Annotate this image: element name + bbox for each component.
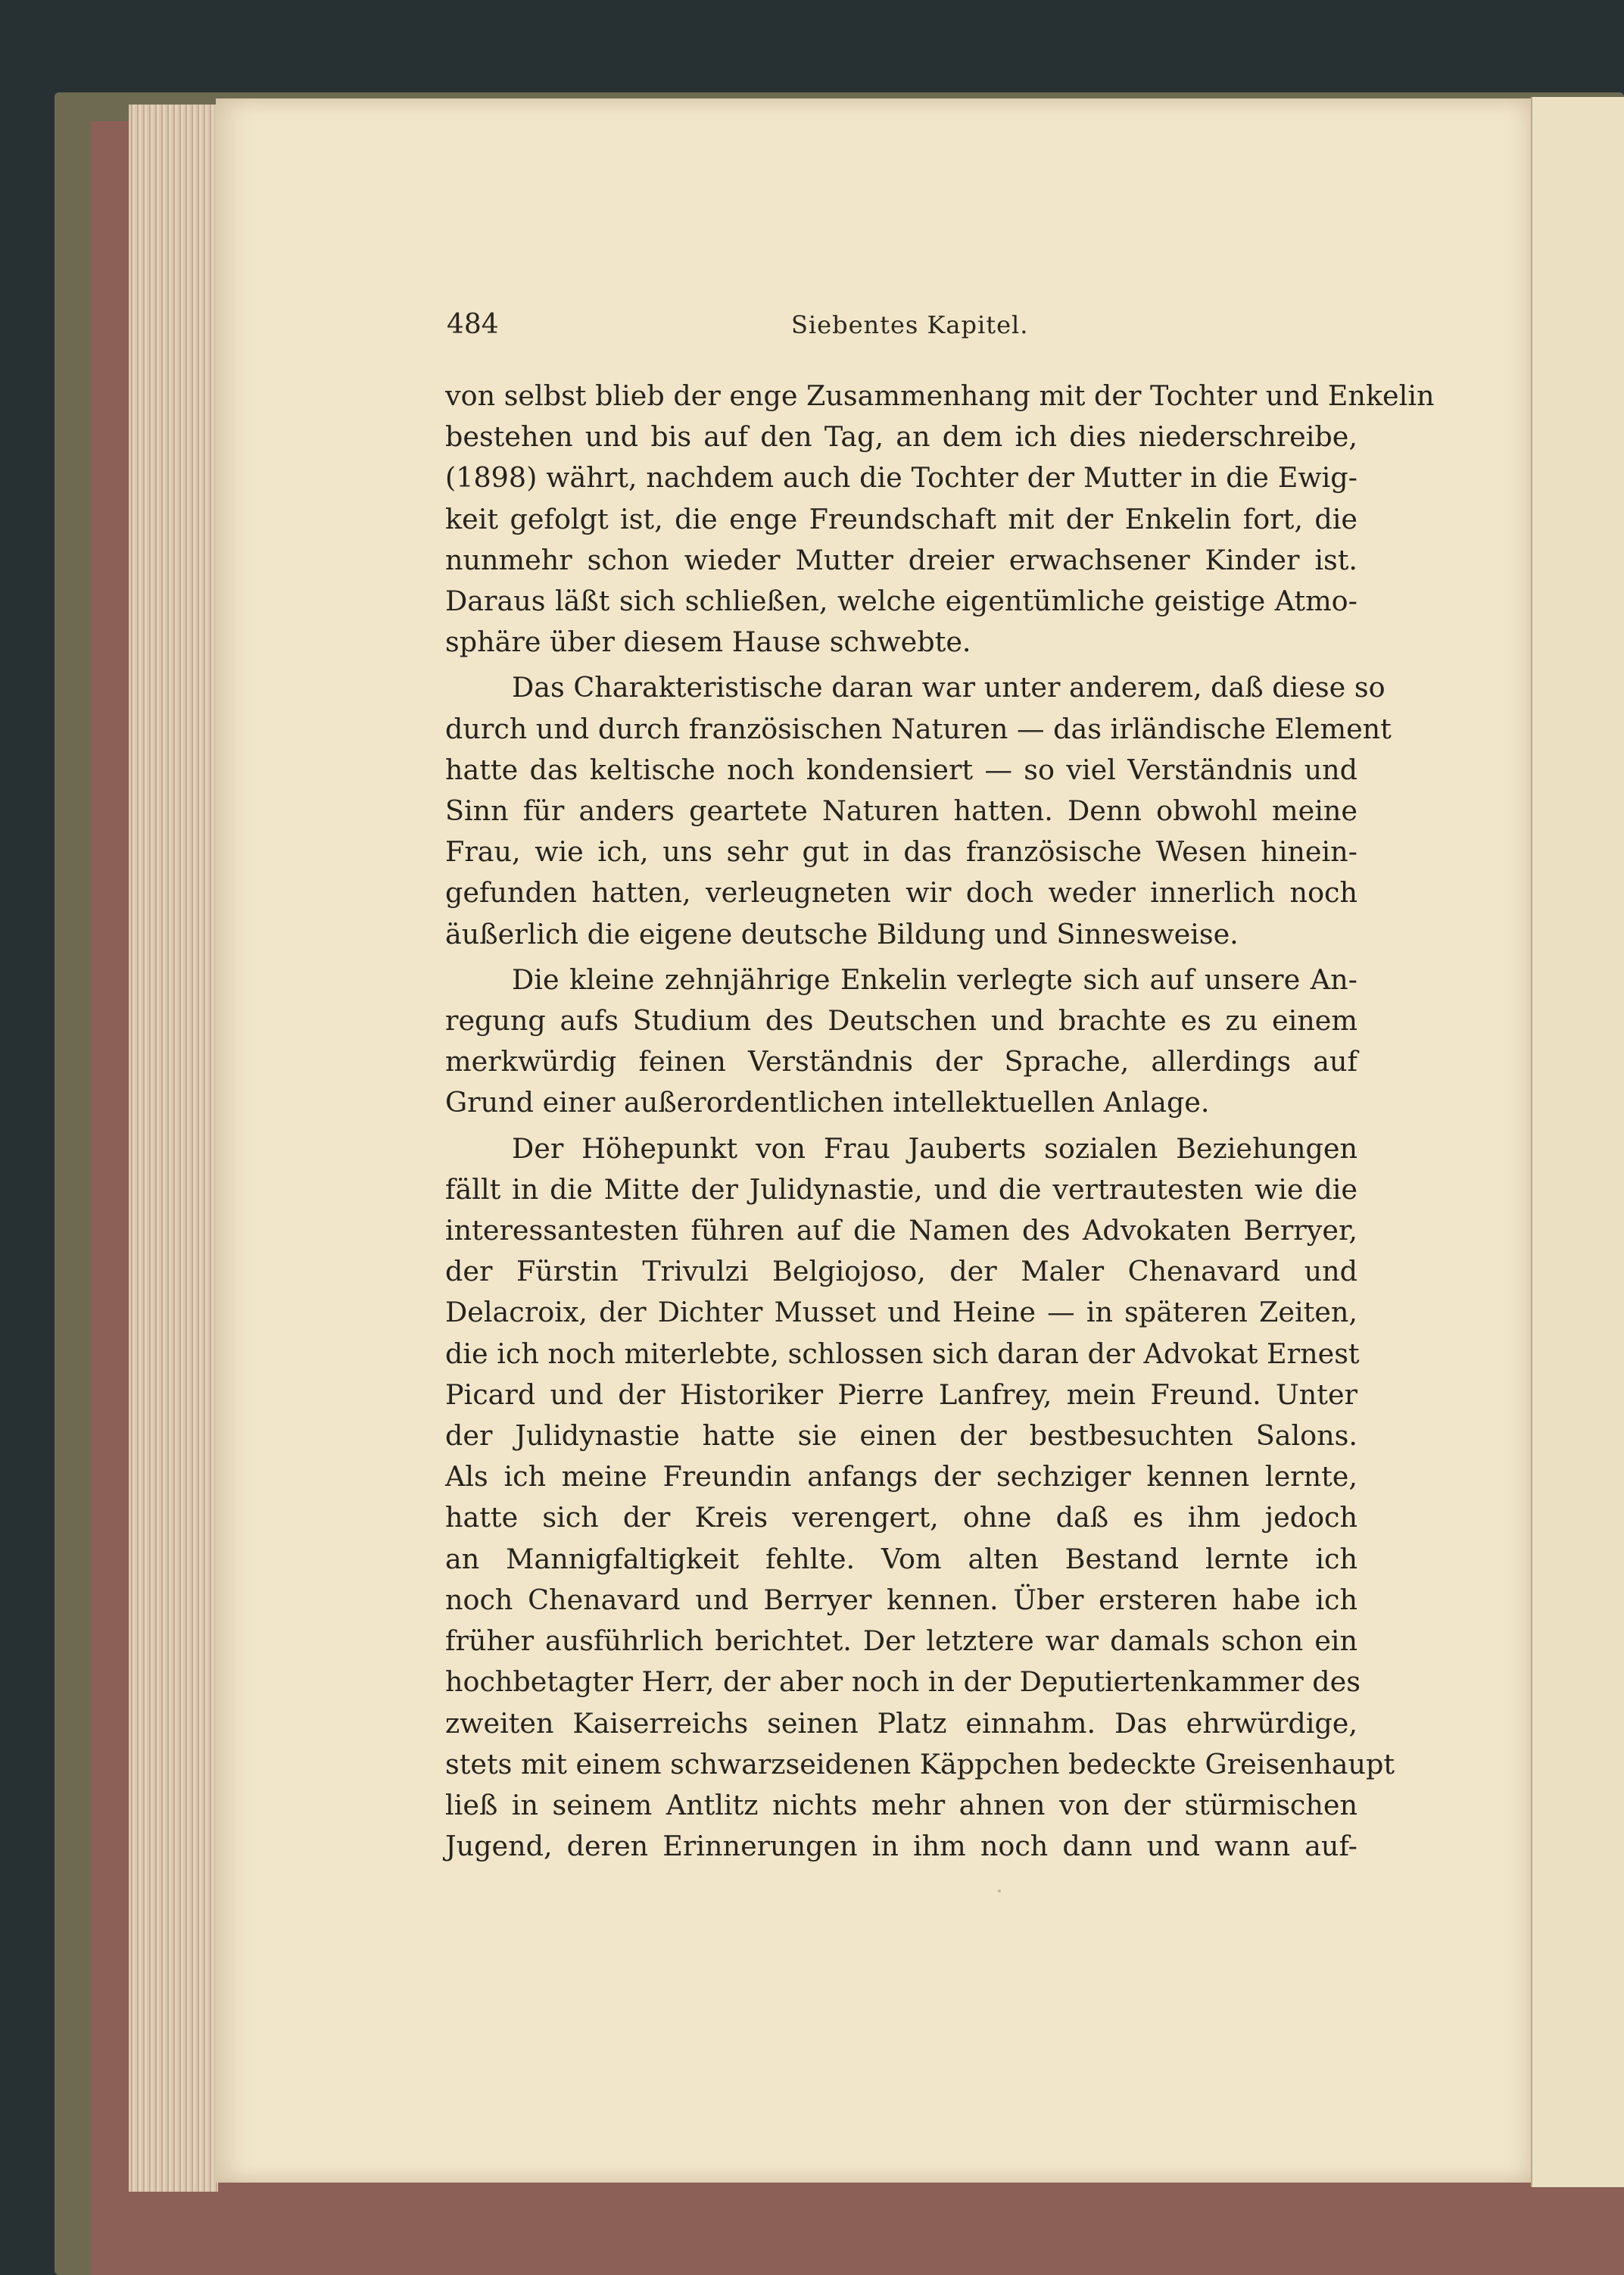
text-line: stets mit einem schwarzseidenen Käppchen bedeckte Greisenhaupt <box>445 1747 1395 1780</box>
text-line: Als ich meine Freundin anfangs der sechziger kennen lernte, <box>445 1460 1357 1493</box>
text-line: von selbst blieb der enge Zusammenhang mit der Tochter und Enkelin <box>445 379 1435 412</box>
text-line: der Julidynastie hatte sie einen der bestbesuchten Salons. <box>445 1419 1357 1453</box>
text-line: an Mannigfaltigkeit fehlte. Vom alten Bestand lernte ich <box>445 1542 1357 1575</box>
text-line: merkwürdig feinen Verständnis der Sprache, allerdings auf <box>445 1045 1357 1078</box>
text-line: (1898) währt, nachdem auch die Tochter der Mutter in die Ewig- <box>445 461 1357 495</box>
text-line: bestehen und bis auf den Tag, an dem ich dies niederschreibe, <box>445 420 1357 454</box>
running-title: Siebentes Kapitel. <box>791 311 1029 339</box>
text-line: früher ausführlich berichtet. Der letztere war damals schon ein <box>445 1624 1357 1658</box>
text-line: Der Höhepunkt von Frau Jauberts sozialen Beziehungen <box>512 1131 1357 1165</box>
text-line: fällt in die Mitte der Julidynastie, und die vertrautesten wie die <box>445 1172 1357 1206</box>
text-line: interessantesten führen auf die Namen des Advokaten Berryer, <box>445 1214 1357 1247</box>
text-line: Daraus läßt sich schließen, welche eigentümliche geistige Atmo- <box>445 585 1357 618</box>
page-header <box>447 309 1378 347</box>
page-number: 484 <box>447 309 499 340</box>
paragraph <box>445 376 1435 663</box>
paragraph <box>445 1128 1395 1868</box>
text-line: Frau, wie ich, uns sehr gut in das französische Wesen hinein- <box>445 835 1357 869</box>
text-line: die ich noch miterlebte, schlossen sich daran der Advokat Ernest <box>445 1337 1360 1370</box>
text-line: ließ in seinem Antlitz nichts mehr ahnen von der stürmischen <box>445 1788 1357 1821</box>
text-line: regung aufs Studium des Deutschen und brachte es zu einem <box>445 1004 1357 1038</box>
text-line: hochbetagter Herr, der aber noch in der Deputiertenkammer des <box>445 1665 1361 1699</box>
page-speck <box>998 1890 1001 1893</box>
text-line: äußerlich die eigene deutsche Bildung und Sinnesweise. <box>445 917 1239 950</box>
paragraph <box>445 960 1357 1124</box>
text-line: hatte sich der Kreis verengert, ohne daß es ihm jedoch <box>445 1501 1357 1534</box>
facing-page-edge <box>1531 97 1624 2187</box>
text-line: nunmehr schon wieder Mutter dreier erwachsener Kinder ist. <box>445 543 1357 576</box>
text-line: sphäre über diesem Hause schwebte. <box>445 626 971 659</box>
text-line: zweiten Kaiserreichs seinen Platz einnahm. Das ehrwürdige, <box>445 1706 1357 1740</box>
text-line: gefunden hatten, verleugneten wir doch weder innerlich noch <box>445 876 1357 910</box>
text-line: Picard und der Historiker Pierre Lanfrey, mein Freund. Unter <box>445 1378 1357 1411</box>
text-line: Jugend, deren Erinnerungen in ihm noch dann und wann auf- <box>445 1830 1357 1863</box>
text-line: noch Chenavard und Berryer kennen. Über ersteren habe ich <box>445 1583 1357 1616</box>
text-line: Die kleine zehnjährige Enkelin verlegte sich auf unsere An- <box>512 963 1357 996</box>
body-text <box>445 376 1435 1871</box>
text-line: durch und durch französischen Naturen — das irländische Element <box>445 712 1392 745</box>
page-edges <box>129 105 218 2192</box>
text-line: der Fürstin Trivulzi Belgiojoso, der Maler Chenavard und <box>445 1255 1357 1288</box>
text-line: keit gefolgt ist, die enge Freundschaft mit der Enkelin fort, die <box>445 502 1357 535</box>
text-line: Delacroix, der Dichter Musset und Heine — in späteren Zeiten, <box>445 1296 1357 1329</box>
text-line: Grund einer außerordentlichen intellektuellen Anlage. <box>445 1086 1210 1119</box>
paragraph <box>445 667 1392 954</box>
text-line: Sinn für anders geartete Naturen hatten. Denn obwohl meine <box>445 794 1357 828</box>
text-line: Das Charakteristische daran war unter anderem, daß diese so <box>512 671 1386 704</box>
text-line: hatte das keltische noch kondensiert — so viel Verständnis und <box>445 753 1357 786</box>
